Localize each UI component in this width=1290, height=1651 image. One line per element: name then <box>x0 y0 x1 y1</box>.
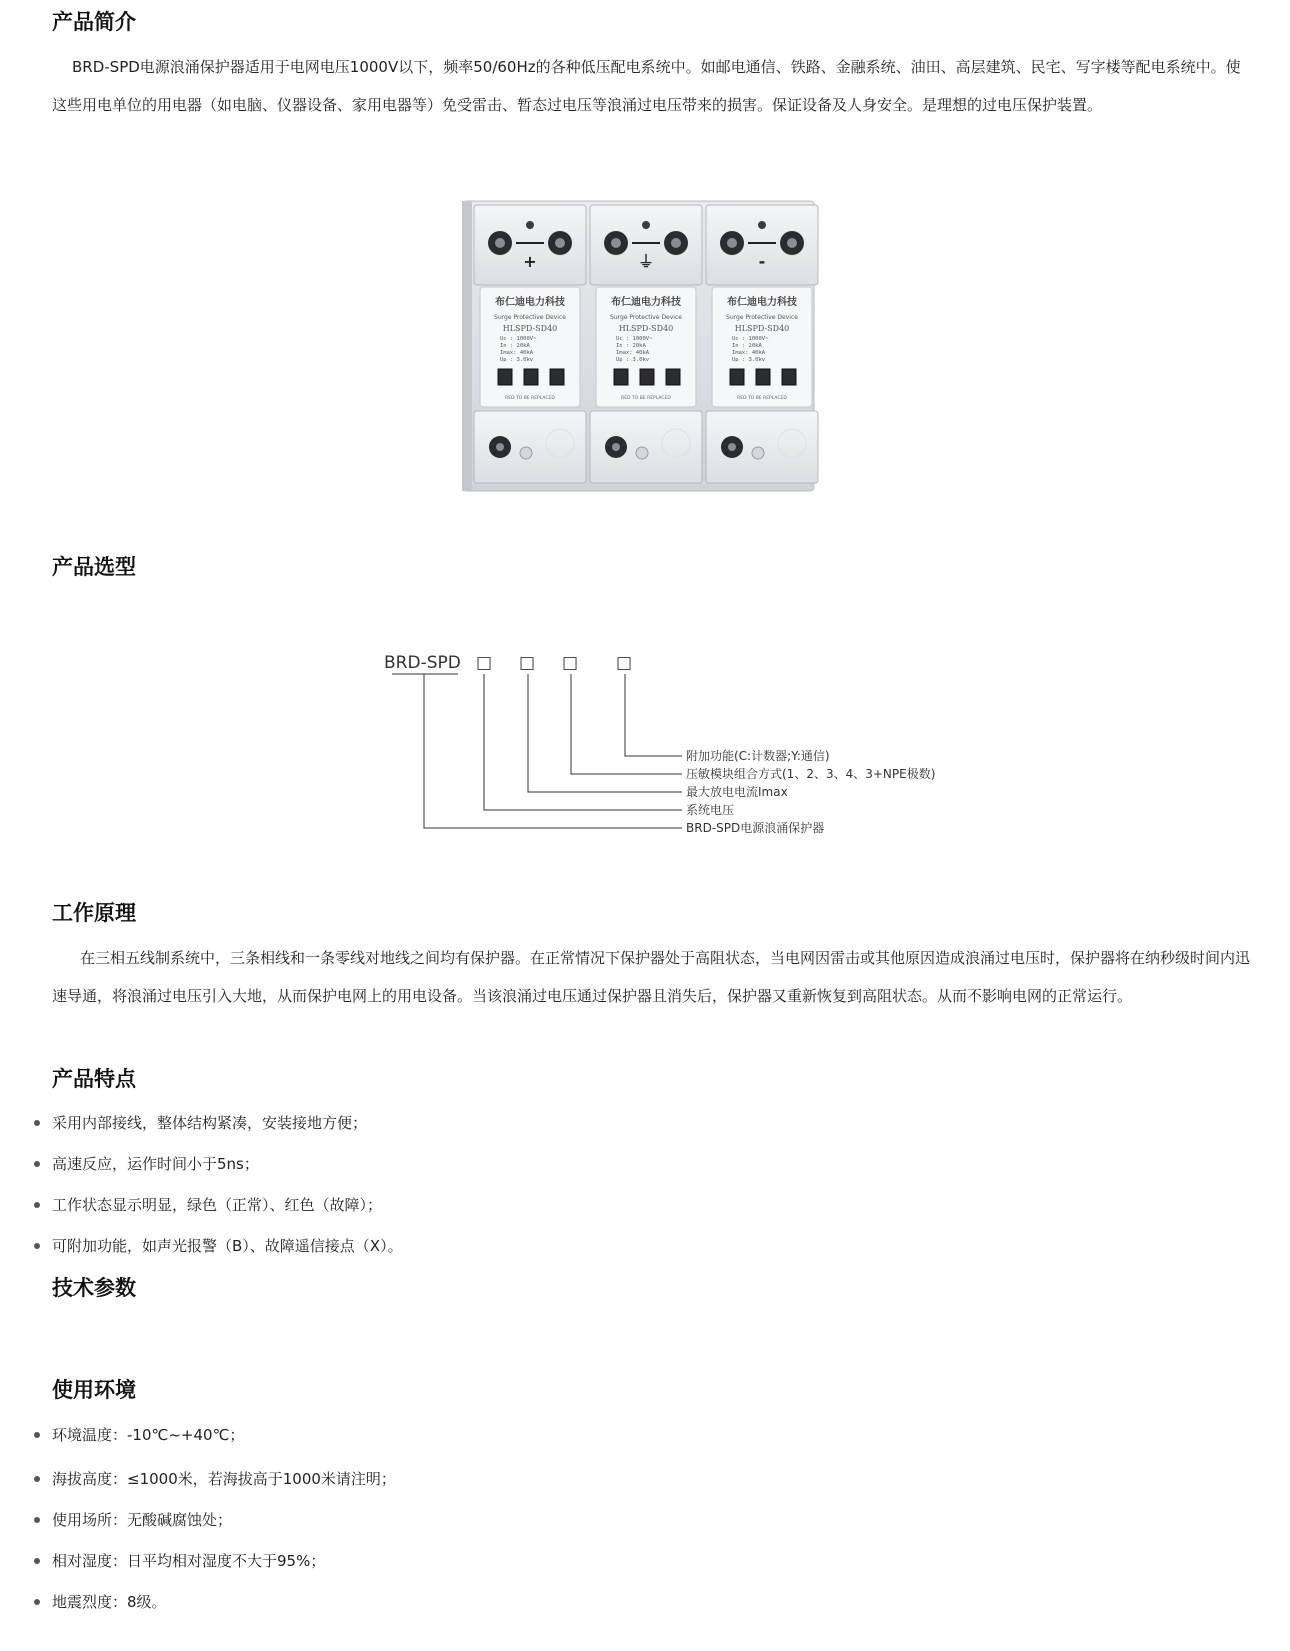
module-spec: Imax: 40kA <box>616 350 650 356</box>
polarity-mark: + <box>523 252 537 271</box>
indicator-window <box>782 369 796 385</box>
label-system-voltage: 系统电压 <box>686 803 735 817</box>
selection-diagram <box>380 640 940 840</box>
environment-item: 使用场所：无酸碱腐蚀处； <box>34 1510 1234 1530</box>
features-list <box>34 1113 1234 1256</box>
feature-item: 工作状态显示明显，绿色（正常）、红色（故障）； <box>34 1195 1234 1215</box>
indicator-window <box>730 369 744 385</box>
module-spec: Up : 3.0kv <box>616 357 650 363</box>
environment-item: 海拔高度：≤1000米，若海拔高于1000米请注明； <box>34 1469 1234 1489</box>
module-subtitle: Surge Protective Device <box>494 314 566 321</box>
label-module-combination: 压敏模块组合方式(1、2、3、4、3+NPE极数) <box>686 767 936 781</box>
feature-item: 可附加功能，如声光报警（B）、故障遥信接点（X）。 <box>34 1236 1234 1256</box>
indicator-window <box>640 369 654 385</box>
module-footer: RED TO BE REPLACED <box>737 396 787 401</box>
label-extra-function: 附加功能(C:计数器;Y:通信) <box>686 749 830 763</box>
indicator-window <box>666 369 680 385</box>
indicator-window <box>614 369 628 385</box>
intro-heading: 产品简介 <box>52 10 136 34</box>
module-brand: 布仁迪电力科技 <box>727 297 797 308</box>
module-footer: RED TO BE REPLACED <box>621 396 671 401</box>
slot-box-1: □ <box>476 653 493 673</box>
label-product-name: BRD-SPD电源浪涌保护器 <box>686 821 825 835</box>
module-subtitle: Surge Protective Device <box>726 314 798 321</box>
principle-heading: 工作原理 <box>52 901 136 925</box>
polarity-mark: - <box>758 252 766 271</box>
module-brand: 布仁迪电力科技 <box>495 297 565 308</box>
spd-module <box>590 205 702 483</box>
environment-list <box>34 1425 1234 1612</box>
environment-item: 地震烈度：8级。 <box>34 1592 1234 1612</box>
features-heading: 产品特点 <box>52 1067 136 1091</box>
module-spec: Imax: 40kA <box>732 350 766 356</box>
slot-box-3: □ <box>562 653 579 673</box>
tech-heading: 技术参数 <box>52 1276 136 1300</box>
environment-item: 环境温度：-10℃~+40℃； <box>34 1425 1234 1445</box>
slot-box-2: □ <box>519 653 536 673</box>
module-footer: RED TO BE REPLACED <box>505 396 555 401</box>
module-spec: Uc : 1000V~ <box>500 336 537 342</box>
module-subtitle: Surge Protective Device <box>610 314 682 321</box>
module-model: HLSPD-SD40 <box>502 324 558 333</box>
module-spec: Imax: 40kA <box>500 350 534 356</box>
module-spec: Up : 3.0kv <box>732 357 766 363</box>
module-spec: Uc : 1000V~ <box>616 336 653 342</box>
module-spec: In : 20kA <box>732 343 762 349</box>
spd-module <box>706 205 818 483</box>
polarity-mark: ⏚ <box>637 252 655 271</box>
module-spec: In : 20kA <box>500 343 530 349</box>
environment-item: 相对湿度：日平均相对湿度不大于95%； <box>34 1551 1234 1571</box>
principle-paragraph: 在三相五线制系统中，三条相线和一条零线对地线之间均有保护器。在正常情况下保护器处于高阻状态，当电网因雷击或其他原因造成浪涌过电压时，保护器将在纳秒级时间内迅速导通，将浪涌过电压引入大地，从而保护电网上的用电设备。当该浪涌过电压通过保护器且消失后，保护器又重新恢复到高阻状态。从而不影响电网的正常运行。 <box>52 949 1251 1005</box>
indicator-window <box>756 369 770 385</box>
feature-item: 采用内部接线，整体结构紧凑，安装接地方便； <box>34 1113 1234 1133</box>
module-model: HLSPD-SD40 <box>734 324 790 333</box>
slot-box-4: □ <box>616 653 633 673</box>
model-prefix: BRD-SPD <box>384 653 461 673</box>
feature-item: 高速反应，运作时间小于5ns； <box>34 1154 1234 1174</box>
product-photo <box>462 195 842 505</box>
module-spec: Up : 3.0kv <box>500 357 534 363</box>
intro-paragraph: BRD-SPD电源浪涌保护器适用于电网电压1000V以下，频率50/60Hz的各种低压配电系统中。如邮电通信、铁路、金融系统、油田、高层建筑、民宅、写字楼等配电系统中。使这些用电单位的用电器（如电脑、仪器设备、家用电器等）免受雷击、暂态过电压等浪涌过电压带来的损害。保证设备及人身安全。是理想的过电压保护装置。 <box>52 58 1241 114</box>
environment-heading: 使用环境 <box>52 1378 136 1402</box>
module-spec: Uc : 1000V~ <box>732 336 769 342</box>
spd-module <box>474 205 586 483</box>
indicator-window <box>524 369 538 385</box>
indicator-window <box>550 369 564 385</box>
module-model: HLSPD-SD40 <box>618 324 674 333</box>
module-spec: In : 20kA <box>616 343 646 349</box>
selection-heading: 产品选型 <box>52 555 136 579</box>
module-brand: 布仁迪电力科技 <box>611 297 681 308</box>
indicator-window <box>498 369 512 385</box>
label-imax: 最大放电电流Imax <box>686 785 788 799</box>
